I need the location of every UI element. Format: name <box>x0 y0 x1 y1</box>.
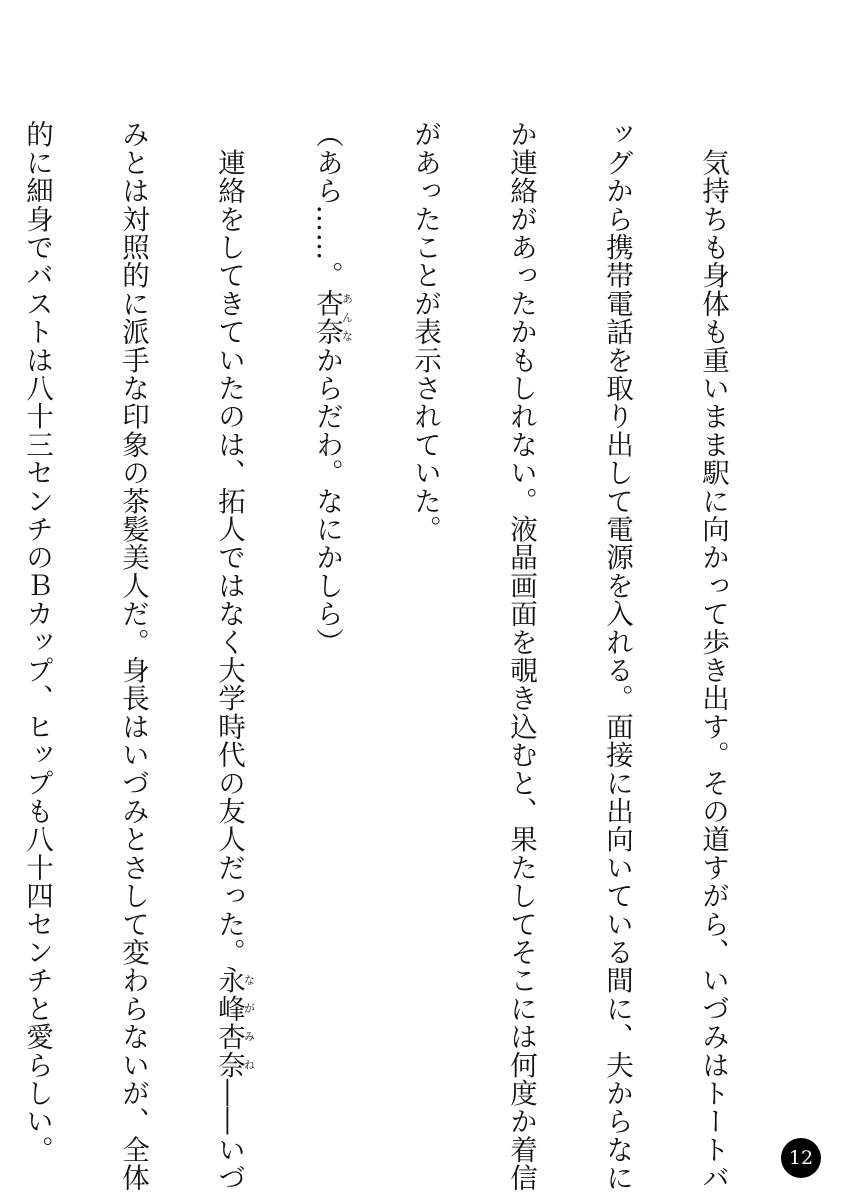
text-line: か連絡があったかもしれない。液晶画面を覗き込むと、果たしてそこには何度か着信 <box>505 120 537 1192</box>
page-number: 12 <box>781 1138 821 1178</box>
ruby-annotation: ながみね <box>242 966 256 1079</box>
text-line: 気持ちも身体も重いまま駅に向かって歩き出す。その道すがら、いづみはトートバ <box>697 148 729 1192</box>
text-line: があったことが表示されていた。 <box>409 120 441 543</box>
ruby-annotation: あんな <box>340 289 354 346</box>
body-text <box>21 120 785 1192</box>
text-line: ッグから携帯電話を取り出して電源を入れる。面接に出向いている間に、夫からなに <box>601 120 633 1192</box>
text-line: 連絡をしてきていたのは、拓人ではなく大学時代の友人だった。永峰杏奈ながみね――いづ <box>213 148 256 1192</box>
text-line: 的に細身でバストは八十三センチのＢカップ、ヒップも八十四センチと愛らしい。 <box>21 120 53 1164</box>
text-line: （あら……。杏奈あんなからだわ。なにかしら） <box>311 120 354 656</box>
text-line: みとは対照的に派手な印象の茶髪美人だ。身長はいづみとさして変わらないが、全体 <box>117 120 149 1192</box>
